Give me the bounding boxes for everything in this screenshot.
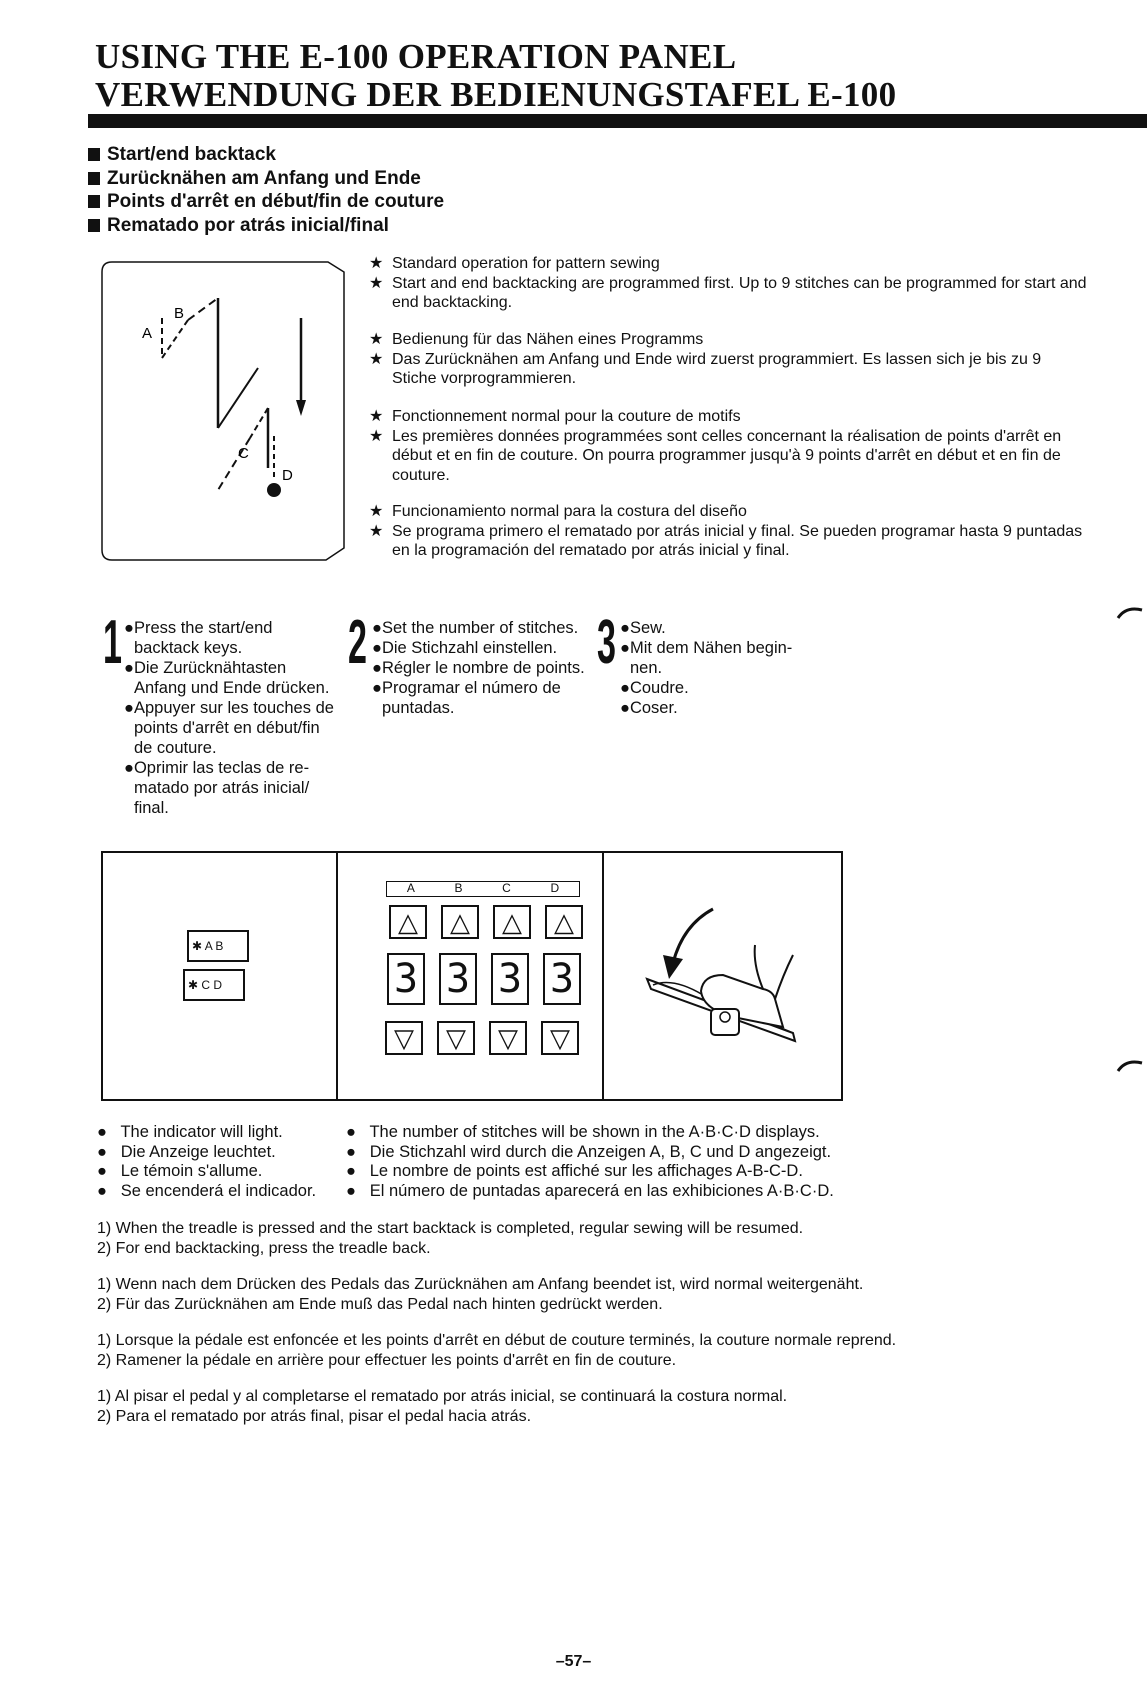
up-key-c[interactable]: △	[493, 905, 531, 939]
indicator-bullets: ● The indicator will light. ● Die Anzeige leuchtet. ● Le témoin s'allume. ● Se encenderá el indicador.	[97, 1123, 317, 1200]
heading-es: Rematado por atrás inicial/final	[88, 214, 444, 238]
title-line-2: VERWENDUNG DER BEDIENUNGSTAFEL E-100	[95, 75, 897, 114]
operation-panel-illustration	[101, 851, 843, 1101]
step-3-text: ●Sew. ●Mit dem Nähen begin-nen. ●Coudre. ●Coser.	[620, 619, 793, 717]
title-rule	[88, 114, 1147, 128]
bullet-icon: ●	[97, 1162, 107, 1180]
step-number-1: 1	[103, 608, 122, 677]
star-icon: ★	[369, 350, 384, 368]
display-label-a: A	[406, 881, 415, 895]
down-key-c[interactable]: ▽	[489, 1021, 527, 1055]
display-label-strip	[386, 881, 580, 897]
bullet-icon: ●	[97, 1123, 107, 1141]
page-number: –57–	[555, 1653, 592, 1670]
digit-display-b: 3	[439, 953, 477, 1005]
digit-display-d: 3	[543, 953, 581, 1005]
asterisk-icon: ✱	[192, 939, 203, 953]
square-bullet-icon	[88, 148, 100, 161]
diagram-label-d: D	[282, 467, 293, 484]
star-group-fr: ★ Fonctionnement normal pour la couture de motifs ★ Les premières données programmées sont celles concernant la réalisation de points d'arrêt en début et en fin de couture. On pourra programmer jusqu'à 9 points d'arrêt en début et en fin de couture.	[369, 408, 1062, 484]
diagram-label-a: A	[142, 325, 153, 342]
step-1-text: ●Press the start/end backtack keys. ●Die Zurücknähtasten Anfang und Ende drücken. ●Appuyer sur les touches de points d'arrêt en début/fin de couture. ●Oprimir las teclas de re-matado por atrás inicial/ final.	[124, 619, 334, 817]
page-title	[95, 38, 896, 114]
section-headings	[88, 143, 444, 237]
step-number-3: 3	[597, 608, 616, 677]
bullet-icon: ●	[346, 1142, 356, 1161]
bullet-icon: ●	[97, 1181, 107, 1200]
step-number-2: 2	[348, 608, 367, 677]
display-label-d: D	[550, 881, 560, 895]
bullet-icon: ●	[346, 1181, 356, 1200]
up-key-row	[389, 905, 583, 939]
asterisk-icon: ✱	[188, 978, 199, 992]
notes-de: 1) Wenn nach dem Drücken des Pedals das Zurücknähen am Anfang beendet ist, wird normal weitergenäht. 2) Für das Zurücknähen am Ende muß das Pedal nach hinten gedrückt werden.	[97, 1276, 864, 1313]
star-group-es: ★ Funcionamiento normal para la costura del diseño ★ Se programa primero el rematado por atrás inicial y final. Se pueden programar hasta 9 puntadas en la programación del rematado por atrás inicial y final.	[369, 503, 1083, 559]
start-backtack-key[interactable]: ✱ A B	[187, 930, 249, 962]
step-2-text: ●Set the number of stitches. ●Die Stichzahl einstellen. ●Régler le nombre de points. ●Programar el número de puntadas.	[372, 619, 585, 717]
notes-en: 1) When the treadle is pressed and the start backtack is completed, regular sewing will be resumed. 2) For end backtacking, press the treadle back.	[97, 1220, 804, 1257]
up-key-d[interactable]: △	[545, 905, 583, 939]
star-group-en: ★ Standard operation for pattern sewing ★ Start and end backtacking are programmed first. Up to 9 stitches can be programmed for start and end backtacking.	[369, 255, 1087, 311]
edge-mark-icon	[1116, 1057, 1144, 1073]
star-icon: ★	[369, 255, 384, 272]
notes-fr: 1) Lorsque la pédale est enfoncée et les points d'arrêt en début de couture terminés, la couture normale reprend. 2) Ramener la pédale en arrière pour effectuer les points d'arrêt en fin de couture.	[97, 1332, 897, 1369]
square-bullet-icon	[88, 219, 100, 232]
treadle-foot-illustration	[643, 905, 833, 1065]
backtack-stitch-diagram	[98, 258, 370, 564]
title-line-1: USING THE E-100 OPERATION PANEL	[95, 37, 737, 76]
star-icon: ★	[369, 408, 384, 425]
digit-display-a: 3	[387, 953, 425, 1005]
star-icon: ★	[369, 274, 384, 292]
heading-fr: Points d'arrêt en début/fin de couture	[88, 190, 444, 214]
end-backtack-key[interactable]: ✱ C D	[183, 969, 245, 1001]
star-group-de: ★ Bedienung für das Nähen eines Programms ★ Das Zurücknähen am Anfang und Ende wird zuerst programmiert. Es lassen sich je bis zu 9 Stiche vorprogrammieren.	[369, 331, 1042, 387]
down-key-row	[385, 1021, 579, 1055]
digit-display-row	[387, 953, 581, 1005]
edge-mark-icon	[1116, 604, 1144, 620]
star-icon: ★	[369, 503, 384, 520]
star-icon: ★	[369, 427, 384, 445]
square-bullet-icon	[88, 172, 100, 185]
square-bullet-icon	[88, 195, 100, 208]
diagram-label-c: C	[238, 445, 249, 462]
down-key-a[interactable]: ▽	[385, 1021, 423, 1055]
up-key-b[interactable]: △	[441, 905, 479, 939]
display-label-c: C	[502, 881, 511, 895]
star-icon: ★	[369, 522, 384, 540]
display-label-b: B	[454, 881, 463, 895]
star-icon: ★	[369, 331, 384, 348]
heading-en: Start/end backtack	[88, 143, 444, 167]
notes-es: 1) Al pisar el pedal y al completarse el rematado por atrás inicial, se continuará la costura normal. 2) Para el rematado por atrás final, pisar el pedal hacia atrás.	[97, 1388, 788, 1425]
up-key-a[interactable]: △	[389, 905, 427, 939]
diagram-label-b: B	[174, 305, 185, 322]
bullet-icon: ●	[346, 1123, 356, 1141]
down-key-b[interactable]: ▽	[437, 1021, 475, 1055]
display-bullets: ● The number of stitches will be shown in the A·B·C·D displays. ● Die Stichzahl wird durch die Anzeigen A, B, C und D angezeigt. ● Le nombre de points est affiché sur les affichages A-B-C-D. ● El número de puntadas aparecerá en las exhibiciones A·B·C·D.	[346, 1123, 834, 1200]
bullet-icon: ●	[346, 1162, 356, 1180]
digit-display-c: 3	[491, 953, 529, 1005]
heading-de: Zurücknähen am Anfang und Ende	[88, 167, 444, 191]
down-key-d[interactable]: ▽	[541, 1021, 579, 1055]
bullet-icon: ●	[97, 1142, 107, 1161]
